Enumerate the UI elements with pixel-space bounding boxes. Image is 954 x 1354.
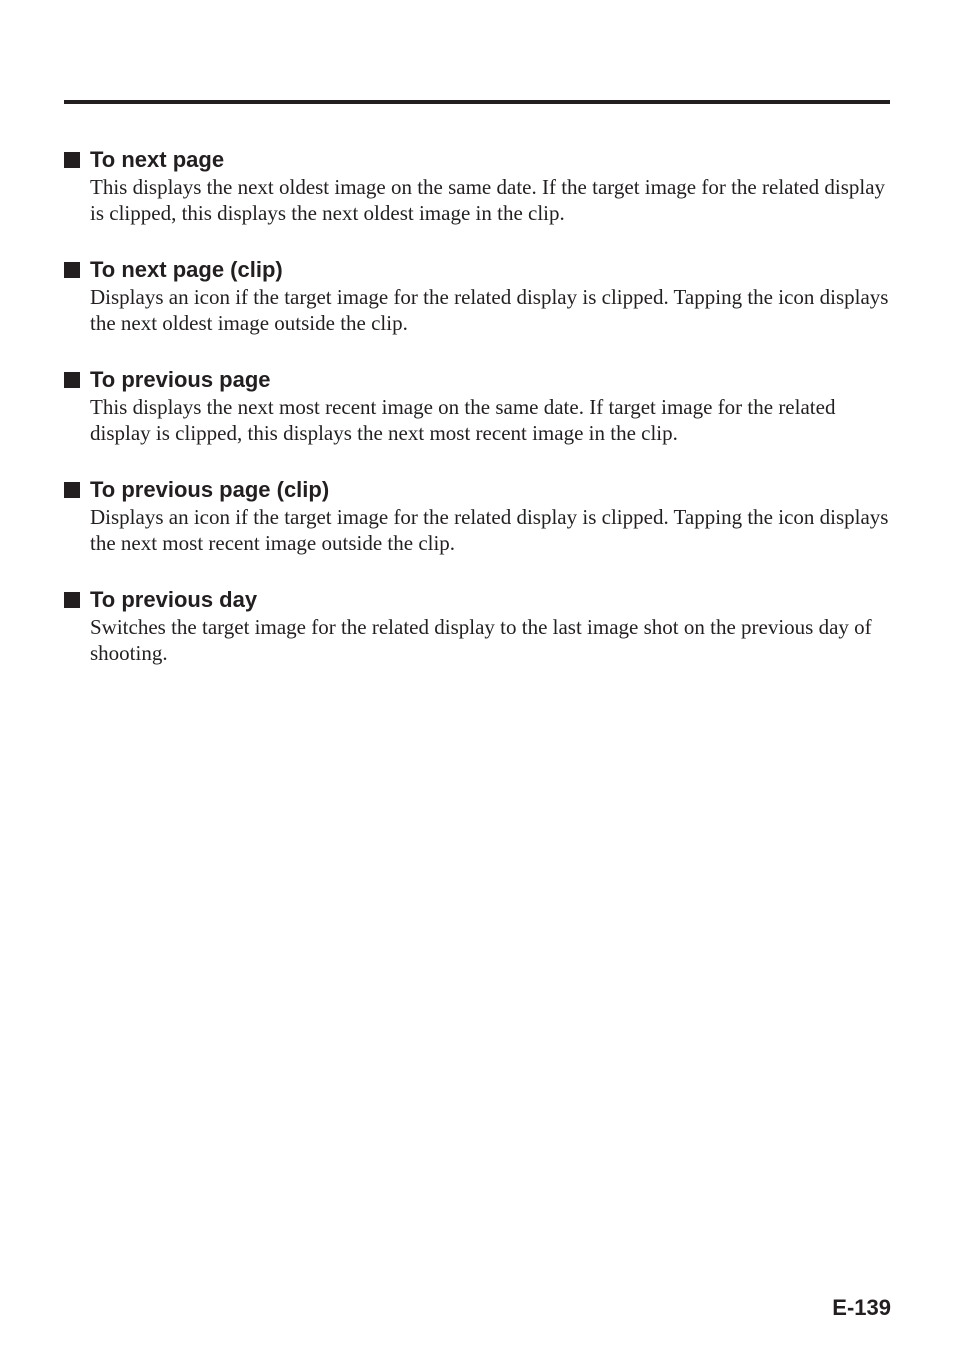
section-description: This displays the next most recent image on the same date. If target image for the related display is clipped, this displays the next most recent image in the clip. [90,395,836,445]
section-description: Switches the target image for the related display to the last image shot on the previous day of shooting. [90,615,872,665]
section-to-next-page [64,146,890,226]
section-heading [64,366,890,394]
section-to-next-page-clip [64,256,890,336]
section-description: Displays an icon if the target image for the related display is clipped. Tapping the icon displays the next most recent image outside the clip. [90,505,889,555]
section-title: To next page [90,147,225,172]
section-heading [64,476,890,504]
top-rule [64,100,890,104]
square-bullet-icon [64,152,80,168]
section-description: Displays an icon if the target image for the related display is clipped. Tapping the icon displays the next oldest image outside the clip. [90,285,889,335]
section-title: To previous day [90,587,258,612]
square-bullet-icon [64,592,80,608]
section-to-previous-page-clip [64,476,890,556]
page-number: E-139 [832,1295,891,1320]
section-heading [64,586,890,614]
square-bullet-icon [64,482,80,498]
section-title: To next page (clip) [90,257,283,282]
section-heading [64,146,890,174]
square-bullet-icon [64,372,80,388]
page-content [64,146,890,696]
section-title: To previous page (clip) [90,477,330,502]
section-to-previous-page [64,366,890,446]
square-bullet-icon [64,262,80,278]
section-heading [64,256,890,284]
section-description: This displays the next oldest image on the same date. If the target image for the related display is clipped, this displays the next oldest image in the clip. [90,175,886,225]
section-to-previous-day [64,586,890,666]
section-title: To previous page [90,367,271,392]
